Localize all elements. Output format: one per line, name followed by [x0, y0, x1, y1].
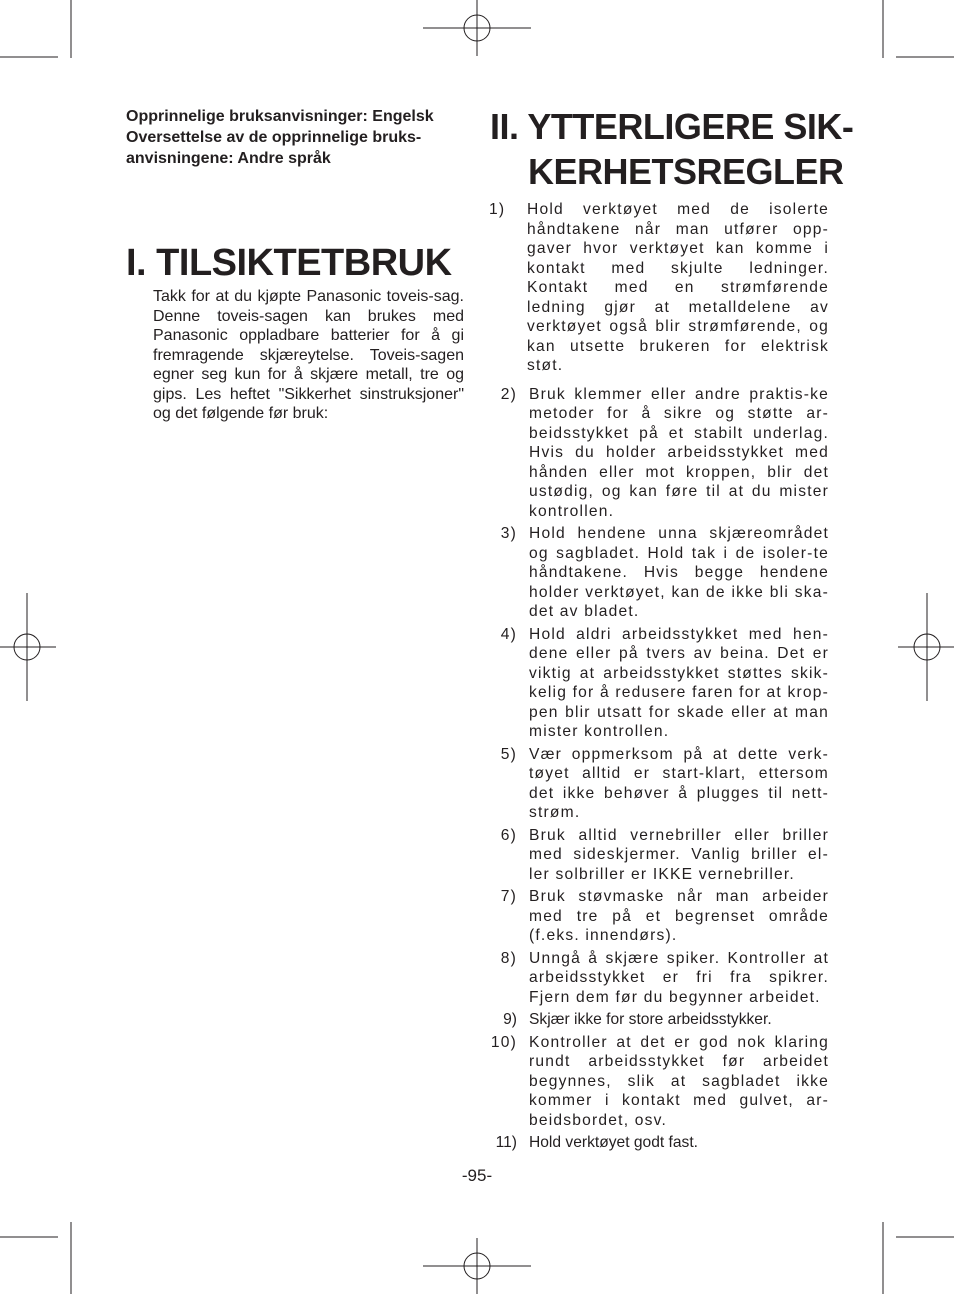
list-item: [489, 1010, 829, 1030]
header-note-line: Opprinnelige bruksanvisninger: Engelsk: [126, 108, 434, 125]
list-item: [489, 887, 829, 946]
list-item: [489, 949, 829, 1008]
item-text: Hold verktøyet godt fast.: [529, 1134, 699, 1151]
item-number: 9): [503, 1011, 517, 1028]
item-number: 11): [495, 1134, 517, 1151]
item-text: Hold verktøyet med de isolerte håndtakene når man utfører opp-gaver hvor verktøyet kan komme i kontakt med skjulte ledninger. Kontakt med en strømførende ledning gjør at metalldelene av verktøyet også blir strømførende, og kan utsette brukeren for elektrisk støt.: [527, 201, 829, 374]
item-text: Skjær ikke for store arbeidsstykker.: [529, 1011, 772, 1028]
item-number: 8): [500, 949, 517, 967]
item-text: Hold aldri arbeidsstykket med hen-dene eller på tvers av beina. Det er viktig at arbeidsstykket støttes skik-kelig for å redusere faren for at krop-pen blir utsatt for skade eller at man mister kontrollen.: [529, 625, 829, 740]
list-item: [489, 625, 829, 742]
section-title-line: KERHETSREGLER: [528, 151, 844, 192]
item-number: 10): [490, 1033, 517, 1051]
item-number: 4): [500, 625, 517, 643]
item-text: Bruk støvmaske når man arbeider med tre på et begrenset område (f.eks. innendørs).: [529, 888, 829, 944]
list-item: [489, 1033, 829, 1131]
item-number: 2): [500, 385, 517, 403]
header-note-line: Oversettelse av de opprinnelige bruks-: [126, 129, 422, 146]
item-number: 6): [500, 826, 517, 844]
list-item: [489, 524, 829, 622]
header-note-line: anvisningene: Andre språk: [126, 150, 331, 167]
item-text: Hold hendene unna skjæreområdet og sagbladet. Hold tak i de isoler-te håndtakene. Hvis begge hendene holder verktøyet, kan de ikke bli ska-det av bladet.: [529, 525, 829, 620]
item-number: 7): [500, 888, 517, 905]
section-title-safety-rules: [490, 104, 853, 194]
item-text: Kontroller at det er god nok klaring rundt arbeidsstykket før arbeidet begynnes, slik at sagbladet ikke kommer i kontakt med gulvet, ar-beidsbordet, osv.: [529, 1033, 829, 1129]
item-text: Bruk alltid vernebriller eller briller med sideskjermer. Vanlig briller el-ler solbriller er IKKE vernebriller.: [529, 826, 829, 883]
list-item: [489, 200, 829, 376]
list-item: [489, 385, 829, 522]
intended-use-paragraph: Takk for at du kjøpte Panasonic toveis-sag. Denne toveis-sagen kan brukes med Panasonic oppladbare batterier for å gi fremragende skjæreytelse. Toveis-sagen egner seg kun for å skjære metall, tre og gips. Les heftet "Sikkerhet sinstruksjoner" og det følgende før bruk:: [153, 288, 464, 422]
list-item: [489, 826, 829, 885]
header-note: [126, 106, 466, 169]
section-title-line: II. YTTERLIGERE SIK-: [490, 106, 854, 147]
item-number: 5): [500, 745, 517, 763]
safety-rules-list: [489, 200, 829, 1156]
item-text: Unngå å skjære spiker. Kontroller at arbeidsstykket er fri fra spikrer. Fjern dem før du begynner arbeidet.: [529, 949, 829, 1006]
page-number: -95-: [461, 1166, 493, 1185]
item-number: 3): [500, 525, 517, 542]
list-item: [489, 745, 829, 823]
item-text: Vær oppmerksom på at dette verk-tøyet alltid er start-klart, ettersom det ikke behøver å plugges til nett-strøm.: [529, 745, 829, 821]
section-title-intended-use: I. TILSIKTETBRUK: [126, 242, 452, 284]
item-text: Bruk klemmer eller andre praktis-ke metoder for å sikre og støtte ar-beidsstykket på et stabilt underlag. Hvis du holder arbeidsstykket med hånden eller mot kroppen, blir det ustødig, og kan føre til at du mister kontrollen.: [529, 385, 829, 520]
item-number: 1): [489, 201, 506, 218]
list-item: [489, 1133, 829, 1153]
